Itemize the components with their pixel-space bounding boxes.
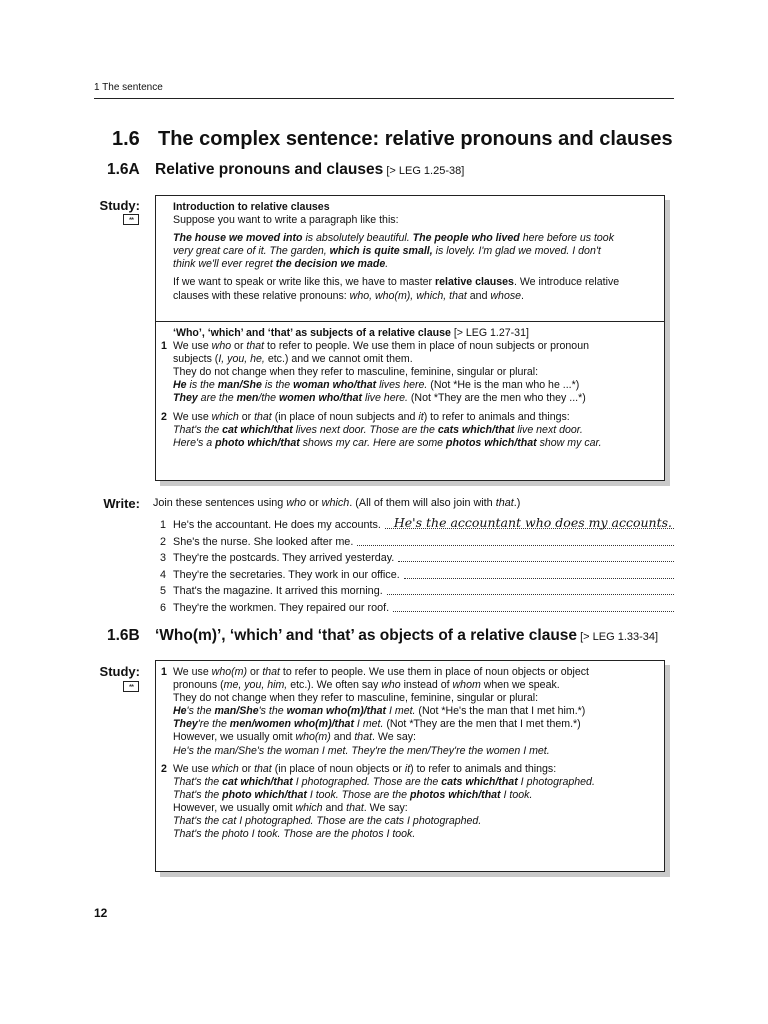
example-line-1: The house we moved into is absolutely beautiful. The people who lived here before us took <box>173 232 614 245</box>
running-head: 1 The sentence <box>94 82 163 93</box>
intro-title: Introduction to relative clauses <box>173 201 330 213</box>
exercise-number: 4 <box>159 568 166 581</box>
exercise-number: 6 <box>159 602 166 614</box>
exercise-prompt: He's the accountant. He does my accounts. <box>173 519 381 531</box>
study-label-b: Study: <box>99 664 140 679</box>
subsection-a-title-text: Relative pronouns and clauses <box>155 161 384 178</box>
rule-b2: 2 We use which or that (in place of noun objects or it) to refer to animals and things: That's the cat which/that I photographed. Those are the cats which/that I photographed. That's the photo which/that I took. Those are the photos which/that I took. However, we usually omit which and that. We say: That's the cat I photographed. Those are the cats I photographed. That's the photo I took. Those are the photos I took. <box>161 762 595 841</box>
handwritten-answer: He's the accountant who does my accounts. <box>393 515 672 530</box>
rule-a1: 1 We use who or that to refer to people. We use them in place of noun subjects or pronoun subjects (I, you, he, etc.) and we cannot omit them. They do not change when they refer to masculine, feminine, singular or plural: He is the man/She is the woman who/that lives here. (Not *He is the man who he ...*) They are the men/the women who/that live here. (Not *They are the men who they ...*) <box>161 340 589 405</box>
write-label: Write: <box>103 496 140 511</box>
exercise-item <box>158 551 674 565</box>
exercise-prompt: She's the nurse. She looked after me. <box>173 535 354 548</box>
subsection-b-number: 1.6B <box>107 627 140 644</box>
example-line-2: very great care of it. The garden, which is quite small, is lovely. I'm glad we moved. I don't <box>173 245 601 258</box>
subjects-title: ‘Who’, ‘which’ and ‘that’ as subjects of a relative clause [> LEG 1.27-31] <box>173 327 529 339</box>
subsection-b-title-text: ‘Who(m)’, ‘which’ and ‘that’ as objects of a relative clause <box>155 627 578 644</box>
subsection-b-title <box>107 627 659 645</box>
subsection-a-title <box>107 161 465 179</box>
level-badge-b: ** <box>123 681 139 692</box>
exercise-item <box>158 535 674 549</box>
subsection-a-ref: [> LEG 1.25-38] <box>383 165 465 177</box>
example-line-3: think we'll ever regret the decision we made. <box>173 258 389 271</box>
page-number: 12 <box>94 906 108 920</box>
rule-b1: 1 We use who(m) or that to refer to people. We use them in place of noun objects or object pronouns (me, you, him, etc.). We often say who instead of whom when we speak. They do not change when they refer to masculine, feminine, singular or plural: He's the man/She's the woman who(m)/that I met. (Not *He's the man that I met him.*) They're the men/women who(m)/that I met. (Not *They are the men that I met them.*) However, we usually omit who(m) and that. We say: He's the man/She's the woman I met. They're the men/They're the women I met. <box>161 666 589 757</box>
header-rule <box>94 98 674 99</box>
exercise-number: 3 <box>159 552 166 565</box>
exercise-prompt: That's the magazine. It arrived this morning. <box>173 585 383 598</box>
objects-section <box>156 661 664 845</box>
study-label-a: Study: <box>99 198 140 213</box>
rule-a2: 2 We use which or that (in place of noun subjects and it) to refer to animals and things: That's the cat which/that lives next door. Those are the cats which/that live next door. Here's a photo which/that shows my car. Here are some photos which/that show my car. <box>161 410 602 449</box>
answer-line[interactable] <box>398 551 674 562</box>
study-box-b <box>155 660 665 872</box>
exercise-prompt: They're the secretaries. They work in our office. <box>173 568 400 581</box>
study-box-a <box>155 195 665 481</box>
section-title <box>112 128 673 151</box>
level-badge-a: ** <box>123 214 139 225</box>
exercise-prompt: They're the postcards. They arrived yesterday. <box>173 552 395 565</box>
section-title-text: The complex sentence: relative pronouns and clauses <box>158 128 673 150</box>
answer-line[interactable] <box>387 584 674 595</box>
subsection-b-ref: [> LEG 1.33-34] <box>577 631 659 643</box>
answer-line[interactable] <box>404 568 674 579</box>
exercise-item <box>158 515 674 532</box>
exercise-prompt: They're the workmen. They repaired our roof. <box>173 602 390 614</box>
exercise-number: 1 <box>159 519 166 531</box>
intro-section <box>156 196 664 321</box>
master-line-1: If we want to speak or write like this, we have to master relative clauses. We introduce relative <box>173 276 620 289</box>
exercise-item <box>158 568 674 582</box>
subsection-a-number: 1.6A <box>107 161 140 178</box>
exercise-item <box>158 601 674 615</box>
exercise-number: 5 <box>159 585 166 598</box>
subjects-section <box>156 321 664 454</box>
section-number: 1.6 <box>112 128 140 150</box>
exercise-item <box>158 584 674 598</box>
answer-line[interactable] <box>357 535 674 546</box>
master-line-2: clauses with these relative pronouns: who, who(m), which, that and whose. <box>173 289 524 302</box>
exercise-number: 2 <box>159 535 166 548</box>
write-instructions: Join these sentences using who or which. (All of them will also join with that.) <box>153 497 521 509</box>
intro-line: Suppose you want to write a paragraph like this: <box>173 214 399 227</box>
answer-line[interactable] <box>393 601 674 612</box>
